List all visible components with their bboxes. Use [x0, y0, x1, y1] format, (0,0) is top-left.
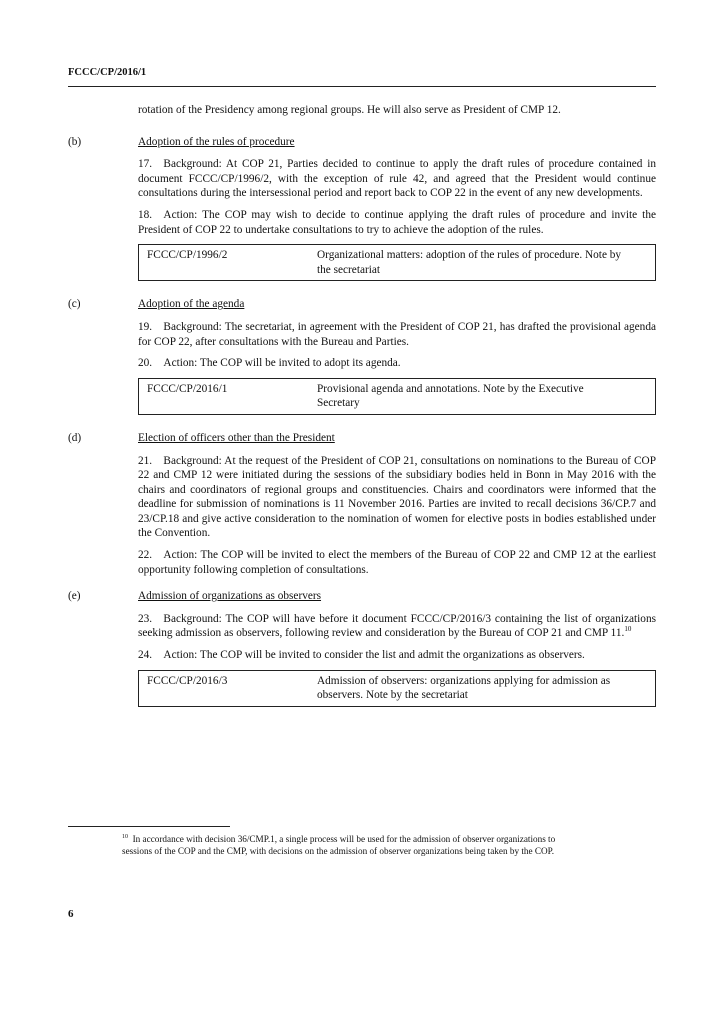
paragraph-19: 19. Background: The secretariat, in agreement with the President of COP 21, has drafted the provisional agenda for COP 22, after consultations with the Bureau and Parties.: [138, 320, 656, 348]
section-title: Adoption of the agenda: [138, 298, 245, 311]
footnote-text: In accordance with decision 36/CMP.1, a single process will be used for the admission of observer organizations to sessions of the COP and the CMP, with decisions on the admission of observer organizations being taken by the COP.: [122, 834, 556, 857]
paragraph-22: 22. Action: The COP will be invited to elect the members of the Bureau of COP 22 and CMP 12 at the earliest opportunity following completion of consultations.: [138, 549, 656, 576]
section-title: Admission of organizations as observers: [138, 590, 322, 603]
page-number: 6: [68, 908, 74, 920]
section-title: Adoption of the rules of procedure: [138, 135, 295, 148]
footnote-number: 10: [122, 833, 128, 840]
section-title: Election of officers other than the President: [138, 431, 335, 444]
footnote-divider: [68, 826, 230, 827]
section-heading-e: [68, 589, 656, 604]
document-description: Provisional agenda and annotations. Note by the Executive Secretary: [317, 382, 584, 410]
document-description: Organizational matters: adoption of the rules of procedure. Note by the secretariat: [317, 249, 622, 276]
page-body: [68, 103, 656, 723]
document-reference-box: [138, 378, 656, 415]
document-symbol-header: FCCC/CP/2016/1: [68, 67, 147, 78]
paragraph-18: 18. Action: The COP may wish to decide to continue applying the draft rules of procedure and invite the President of COP 22 to undertake consultations to try to achieve the adoption of the rules.: [138, 208, 656, 236]
document-description: Admission of observers: organizations applying for admission as observers. Note by the secretariat: [317, 674, 611, 702]
document-symbol: FCCC/CP/2016/3: [147, 674, 228, 687]
section-heading-b: [68, 135, 656, 150]
section-letter: (c): [68, 298, 81, 311]
footnote: [122, 833, 582, 858]
intro-paragraph: rotation of the Presidency among regional groups. He will also serve as President of CMP 12.: [138, 104, 561, 116]
document-reference-box: [138, 244, 656, 281]
footnote-reference[interactable]: 10: [624, 625, 632, 634]
section-letter: (b): [68, 135, 82, 148]
paragraph-24: 24. Action: The COP will be invited to consider the list and admit the organizations as observers.: [138, 649, 585, 662]
paragraph-17: 17. Background: At COP 21, Parties decided to continue to apply the draft rules of procedure contained in document FCCC/CP/1996/2, with the exception of rule 42, and agreed that the President would continue consultations during the intersessional period and report back to COP 22 in the event of any new developments.: [138, 158, 656, 200]
paragraph-20: 20. Action: The COP will be invited to adopt its agenda.: [138, 357, 401, 370]
paragraph-23: [138, 612, 656, 641]
paragraph-21: 21. Background: At the request of the President of COP 21, consultations on nominations to the Bureau of COP 22 and CMP 12 were initiated during the sessions of the subsidiary bodies held in Bonn in May 2016 with the chairs and coordinators of regional groups and constituencies. Chairs and coordinators were informed that the deadline for submission of nominations is 11 November 2016. Parties are invited to recall decisions 36/CP.7 and 23/CP.18 and give active consideration to the nomination of women for elective posts in bodies established under the Convention.: [138, 454, 656, 540]
document-symbol: FCCC/CP/1996/2: [147, 249, 228, 262]
document-reference-box: [138, 670, 656, 707]
paragraph-23-text: 23. Background: The COP will have before it document FCCC/CP/2016/3 containing the list of organizations seeking admission as observers, following review and consideration by the Bureau of COP 21 and CMP 11.: [138, 612, 656, 640]
header-divider: [68, 86, 656, 87]
section-heading-c: [68, 297, 656, 312]
document-symbol: FCCC/CP/2016/1: [147, 382, 228, 395]
section-letter: (d): [68, 431, 82, 444]
section-letter: (e): [68, 590, 81, 603]
section-heading-d: [68, 431, 656, 446]
